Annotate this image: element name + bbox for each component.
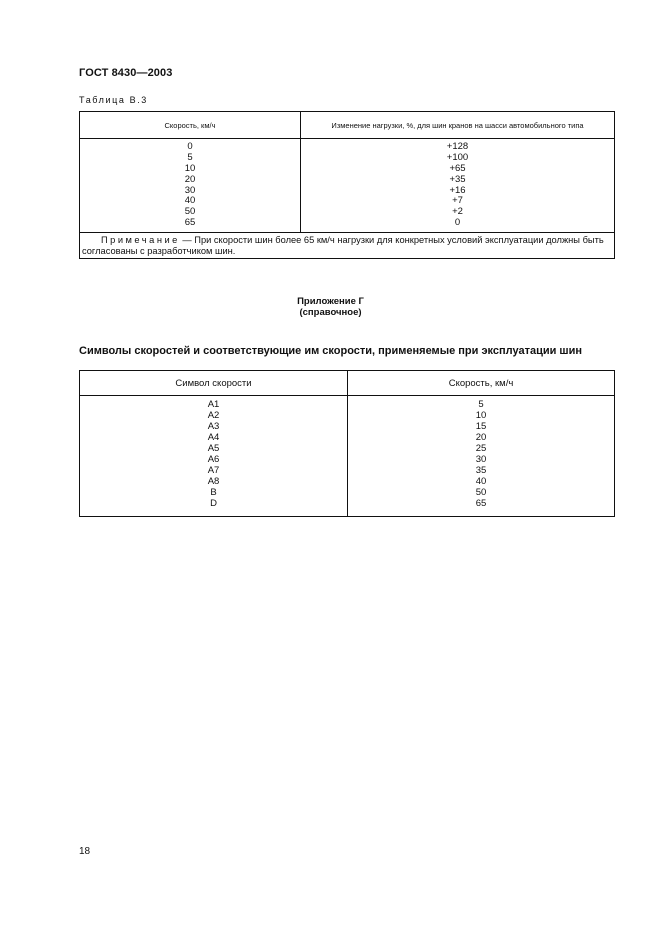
column-header-speed-symbol: Символ скорости xyxy=(175,378,252,389)
table-cell: A4 xyxy=(207,432,220,443)
table-cell: 5 xyxy=(187,151,193,163)
note-text: — При скорости шин более 65 км/ч нагрузки для конкретных условий эксплуатации должны быть согласованы с разработчиком шин. xyxy=(82,235,604,256)
page-number: 18 xyxy=(79,846,91,857)
table-cell: 50 xyxy=(184,206,196,218)
table-cell: +35 xyxy=(449,173,466,185)
table-cell: 10 xyxy=(475,410,487,421)
load-change-column xyxy=(301,142,614,229)
speed-symbol-table xyxy=(79,370,615,517)
table-cell: 5 xyxy=(478,399,484,410)
table-cell: +65 xyxy=(449,162,466,174)
table-cell: D xyxy=(210,498,217,509)
table-cell: +128 xyxy=(446,141,469,152)
load-change-table xyxy=(79,111,615,259)
note-label: Примечание xyxy=(101,235,180,245)
table-cell: 65 xyxy=(184,217,196,229)
table-cell: A7 xyxy=(207,465,220,476)
table-cell: 10 xyxy=(184,162,196,174)
table-cell: 40 xyxy=(475,476,487,487)
annex-heading xyxy=(0,297,661,318)
table-cell: +100 xyxy=(446,151,469,163)
table-cell: +16 xyxy=(449,184,466,196)
section-title: Символы скоростей и соответствующие им скорости, применяемые при эксплуатации шин xyxy=(79,345,582,357)
table-cell: 20 xyxy=(184,173,196,185)
table-cell: A5 xyxy=(207,443,220,454)
table-cell: A3 xyxy=(207,421,220,432)
table-cell: A6 xyxy=(207,454,220,465)
speed-column xyxy=(80,142,300,229)
table-cell: +2 xyxy=(452,206,463,218)
table-header-row xyxy=(80,112,614,139)
table-cell: 30 xyxy=(475,454,487,465)
table-cell: 35 xyxy=(475,465,487,476)
table-cell: 65 xyxy=(475,498,487,509)
table-cell: 40 xyxy=(184,195,196,207)
table-cell: 0 xyxy=(187,141,193,152)
table-cell: 30 xyxy=(184,184,196,196)
column-header-load-change: Изменение нагрузки, %, для шин кранов на шасси автомобильного типа xyxy=(331,121,584,130)
column-header-speed: Скорость, км/ч xyxy=(448,378,514,389)
document-code: ГОСТ 8430—2003 xyxy=(79,67,173,79)
table-cell: +7 xyxy=(452,195,463,207)
annex-title: Приложение Г xyxy=(297,296,364,307)
table-cell: 0 xyxy=(454,217,461,229)
symbol-column xyxy=(80,399,347,509)
table-cell: A8 xyxy=(207,476,220,487)
speed-value-column xyxy=(348,399,614,509)
table-cell: 50 xyxy=(475,487,487,498)
table-cell: A1 xyxy=(207,399,220,410)
column-header-speed: Скорость, км/ч xyxy=(164,121,216,130)
table-cell: B xyxy=(210,487,217,498)
table-cell: 20 xyxy=(475,432,487,443)
table-cell: A2 xyxy=(207,410,220,421)
table-cell: 15 xyxy=(475,421,487,432)
annex-subtitle: (справочное) xyxy=(299,306,362,318)
table-caption: Таблица В.3 xyxy=(79,95,148,105)
table-cell: 25 xyxy=(475,443,487,454)
table-note xyxy=(82,235,611,257)
note-divider xyxy=(80,232,614,233)
